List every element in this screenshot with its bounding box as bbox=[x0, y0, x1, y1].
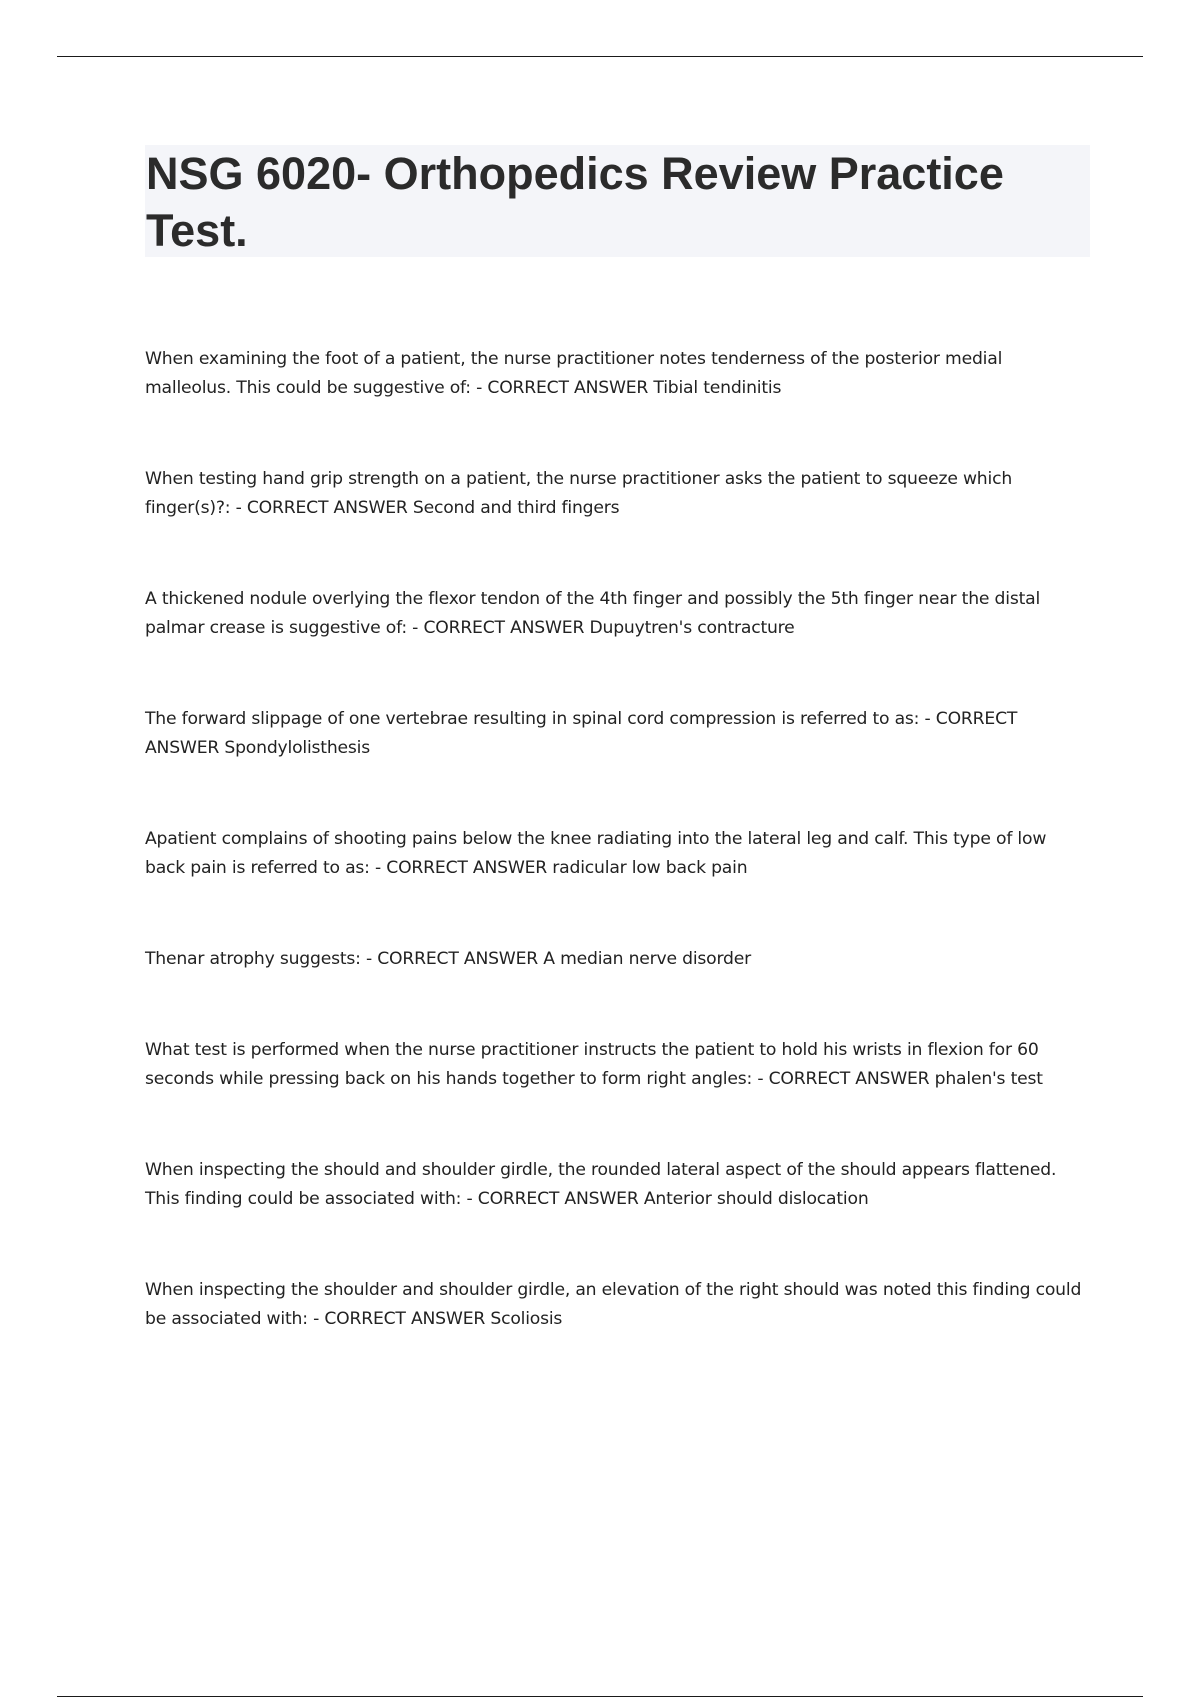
qa-item: Apatient complains of shooting pains below the knee radiating into the lateral leg and calf. This type of low back pain is referred to as: - CORRECT ANSWER radicular low back pain bbox=[145, 829, 1047, 878]
top-rule bbox=[57, 56, 1143, 57]
qa-item: When inspecting the should and shoulder girdle, the rounded lateral aspect of the should appears flattened. This finding could be associated with: - CORRECT ANSWER Anterior should dislocation bbox=[145, 1160, 1057, 1209]
qa-item: Thenar atrophy suggests: - CORRECT ANSWER A median nerve disorder bbox=[145, 949, 751, 969]
qa-item: When examining the foot of a patient, the nurse practitioner notes tenderness of the posterior medial malleolus. This could be suggestive of: - CORRECT ANSWER Tibial tendinitis bbox=[145, 349, 1003, 398]
page-title: NSG 6020- Orthopedics Review Practice Test. bbox=[146, 148, 1004, 256]
qa-item: The forward slippage of one vertebrae resulting in spinal cord compression is referred to as: - CORRECT ANSWER Spondylolisthesis bbox=[145, 709, 1018, 758]
qa-item: What test is performed when the nurse practitioner instructs the patient to hold his wrists in flexion for 60 seconds while pressing back on his hands together to form right angles: - CORRECT ANSWER phalen's test bbox=[145, 1040, 1043, 1089]
qa-item: When inspecting the shoulder and shoulder girdle, an elevation of the right should was noted this finding could be associated with: - CORRECT ANSWER Scoliosis bbox=[145, 1280, 1082, 1329]
bottom-rule bbox=[57, 1696, 1143, 1697]
title-block bbox=[145, 145, 1090, 257]
qa-item: When testing hand grip strength on a patient, the nurse practitioner asks the patient to squeeze which finger(s)?: - CORRECT ANSWER Second and third fingers bbox=[145, 469, 1013, 518]
qa-list bbox=[145, 345, 1090, 1396]
qa-item: A thickened nodule overlying the flexor tendon of the 4th finger and possibly the 5th finger near the distal palmar crease is suggestive of: - CORRECT ANSWER Dupuytren's contracture bbox=[145, 589, 1041, 638]
